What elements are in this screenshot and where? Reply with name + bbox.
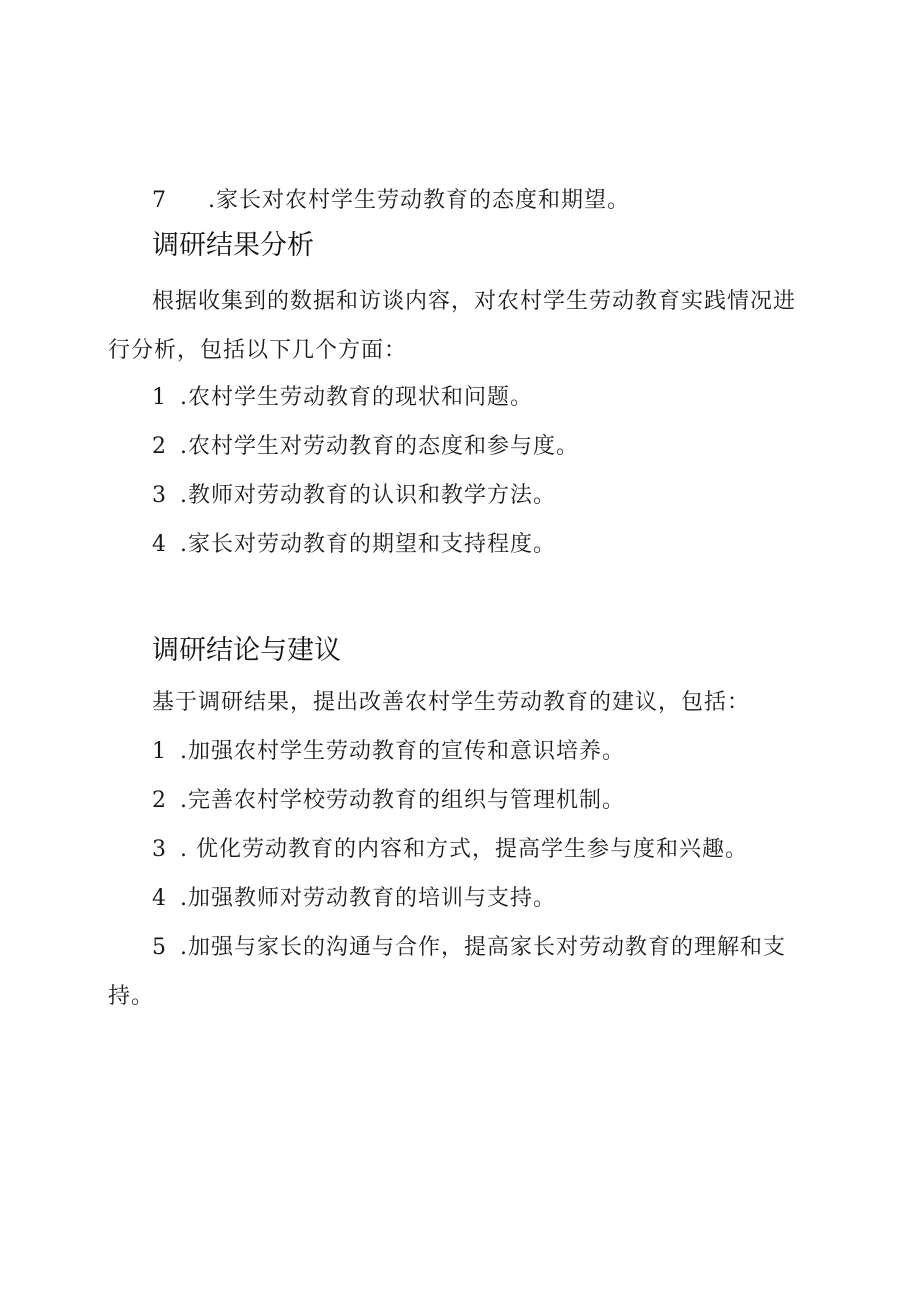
list-item-number: 3 — [152, 837, 167, 862]
paragraph-line: 基于调研结果，提出改善农村学生劳动教育的建议，包括： — [152, 690, 751, 715]
paragraph-line: 根据收集到的数据和访谈内容，对农村学生劳动教育实践情况进 — [152, 289, 797, 314]
list-item-7 — [152, 186, 630, 216]
list-item-number: 4 — [152, 886, 167, 911]
list-item — [152, 530, 556, 560]
paragraph-line: 行分析，包括以下几个方面： — [108, 338, 408, 363]
list-item-number: 4 — [152, 532, 167, 557]
list-item-text: .加强教师对劳动教育的培训与支持。 — [180, 886, 556, 911]
list-item — [152, 786, 625, 816]
list-item — [152, 835, 748, 865]
list-item-text: .家长对农村学生劳动教育的态度和期望。 — [208, 188, 630, 213]
list-item-number: 2 — [152, 434, 167, 459]
list-item — [152, 432, 579, 462]
list-item-text: .加强与家长的沟通与合作，提高家长对劳动教育的理解和支 — [180, 935, 786, 960]
list-item-text: .家长对劳动教育的期望和支持程度。 — [180, 532, 556, 557]
list-item — [152, 383, 533, 413]
list-item-text: . 优化劳动教育的内容和方式，提高学生参与度和兴趣。 — [180, 837, 748, 862]
list-item — [152, 884, 556, 914]
list-item-number: 1 — [152, 739, 167, 764]
list-item-text: .完善农村学校劳动教育的组织与管理机制。 — [180, 788, 625, 813]
section-heading-results-analysis: 调研结果分析 — [152, 230, 314, 261]
section-heading-conclusions: 调研结论与建议 — [152, 635, 341, 666]
list-item — [152, 737, 625, 767]
list-item-text: .加强农村学生劳动教育的宣传和意识培养。 — [180, 739, 625, 764]
list-item — [152, 933, 786, 963]
list-item-number: 5 — [152, 935, 167, 960]
list-item-number: 2 — [152, 788, 167, 813]
list-item-continuation: 持。 — [108, 984, 155, 1009]
list-item-text: .农村学生对劳动教育的态度和参与度。 — [180, 434, 579, 459]
list-item-number: 1 — [152, 385, 167, 410]
list-item-text: .农村学生劳动教育的现状和问题。 — [180, 385, 533, 410]
list-item-number: 7 — [152, 188, 167, 213]
list-item-text: .教师对劳动教育的认识和教学方法。 — [180, 483, 556, 508]
list-item-number: 3 — [152, 483, 167, 508]
list-item — [152, 481, 556, 511]
